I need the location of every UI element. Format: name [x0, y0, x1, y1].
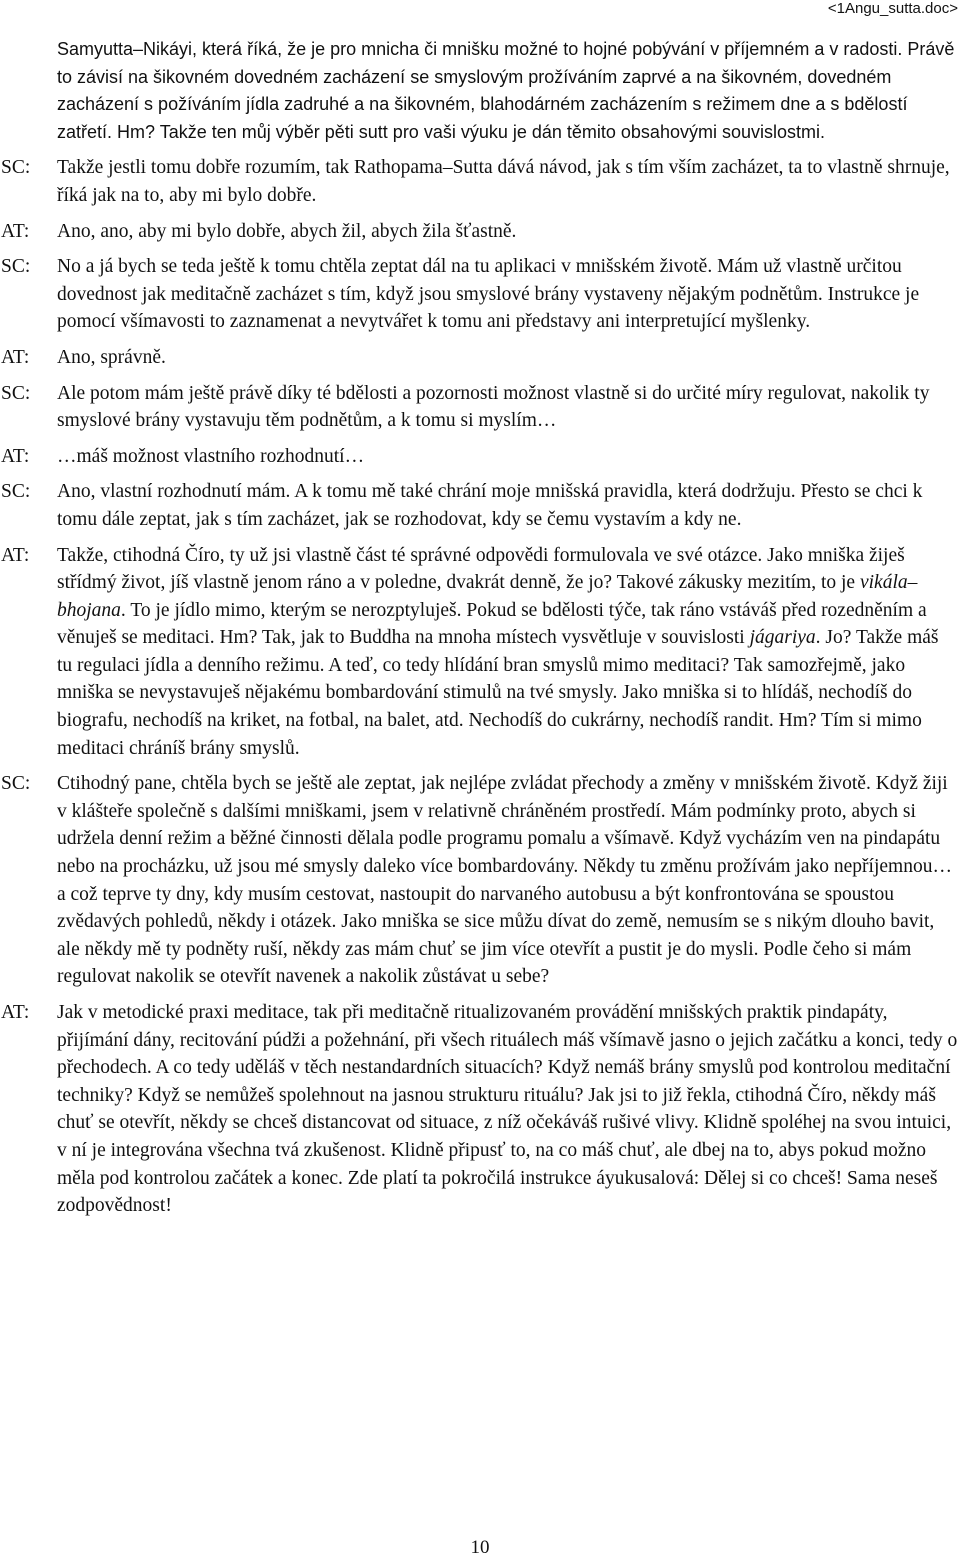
- paragraph-intro: [0, 36, 960, 146]
- dialogue-turn: [0, 154, 960, 209]
- dialogue-text: Ano, správně.: [57, 346, 166, 368]
- speaker-label: AT:: [1, 544, 30, 566]
- dialogue-turn: [0, 443, 960, 471]
- dialogue-text: Takže jestli tomu dobře rozumím, tak Rathopama–Sutta dává návod, jak s tím vším zacházet, ta to vlastně shrnuje, říká jak na to, aby mi bylo dobře.: [57, 157, 950, 206]
- dialogue-text: …máš možnost vlastního rozhodnutí…: [57, 445, 365, 467]
- transcript-body: [0, 36, 960, 1228]
- dialogue-text: [57, 542, 958, 763]
- speaker-label: AT:: [1, 1002, 30, 1023]
- dialogue-text: No a já bych se teda ještě k tomu chtěla zeptat dál na tu aplikaci v mnišském životě. Mám už vlastně určitou dovednost jak meditačně zacházet s tím, když jsou smyslové brány vystaveny nějakým podnětům. Instrukce je pomocí všímavosti to zaznamenat a nevytvářet k tomu ani představy ani interpretující myšlenky.: [57, 256, 920, 333]
- speaker-label: SC:: [1, 382, 31, 404]
- dialogue-turn: [0, 218, 960, 246]
- dialogue-turn: [0, 253, 960, 336]
- speaker-label: SC:: [1, 773, 31, 795]
- dialogue-turn: [0, 542, 960, 763]
- italic-term: vikála–bhojana: [57, 572, 918, 621]
- page-number: 10: [470, 1537, 490, 1558]
- dialogue-turn: [0, 770, 960, 991]
- text-run: Takže, ctihodná Číro, ty už jsi vlastně část té správné odpovědi formulovala ve své otázce. Jako mniška žiješ střídmý život, jíš vlastně jenom ráno a v poledne, dvakrát denně, že jo? Takové zákusky mezitím, to je: [57, 544, 905, 594]
- dialogue-text: Ano, vlastní rozhodnutí mám. A k tomu mě také chrání moje mnišská pravidla, která dodržuju. Přesto se chci k tomu dále zeptat, jak s tím zacházet, jak se rozhodovat, kdy se čemu vystavím a kdy ne.: [57, 481, 923, 530]
- dialogue-turn: [0, 478, 960, 533]
- dialogue-turn: [0, 999, 960, 1220]
- speaker-label: AT:: [1, 346, 30, 368]
- document-filename-header: <1Angu_sutta.doc>: [827, 0, 958, 17]
- text-run: . To je jídlo mimo, kterým se nerozptyluješ. Pokud se bdělosti týče, tak ráno vstáváš před rozedněním a věnuješ se meditaci. Hm? Tak, jak to Buddha na mnoha místech vysvětluje v souvislosti: [57, 599, 927, 649]
- speaker-label: SC:: [1, 157, 31, 179]
- dialogue-turn: [0, 380, 960, 435]
- speaker-label: SC:: [1, 256, 31, 278]
- dialogue-text: Ano, ano, aby mi bylo dobře, abych žil, abych žila šťastně.: [57, 220, 517, 242]
- speaker-label: SC:: [1, 481, 31, 503]
- dialogue-text: Jak v metodické praxi meditace, tak při meditačně ritualizovaném provádění mnišských praktik pindapáty, přijímání dány, recitování púdži a požehnání, při všech rituálech máš všímavě jasno o jejich začátku a konci, tedy o přechodech. A co tedy uděláš v těch nestandardních situacích? Když nemáš brány smyslů pod kontrolou meditační techniky? Když se nemůžeš spolehnout na jasnou strukturu rituálu? Jak jsi to již řekla, ctihodná Číro, někdy máš chuť se otevřít, někdy se chceš distancovat od situace, z níž očekáváš rušivé vlivy. Klidně spoléhej na svou intuici, v ní je integrována všechna tvá zkušenost. Klidně připusť to, na co máš chuť, ale dbej na to, abys pokud možno měla pod kontrolou začátek a konec. Zde platí ta pokročilá instrukce áyukusalová: Dělej si co chceš! Sama neseš zodpovědnost!: [57, 1002, 958, 1217]
- dialogue-text: Ale potom mám ještě právě díky té bdělosti a pozornosti možnost vlastně si do určité míry regulovat, nakolik ty smyslové brány vystavuju těm podnětům, a k tomu si myslím…: [57, 382, 930, 432]
- speaker-label: AT:: [1, 445, 30, 467]
- text-run: . Jo? Takže máš tu regulaci jídla a denního režimu. A teď, co tedy hlídání bran smyslů mimo meditaci? Tak samozřejmě, jako mniška se nevystavuješ nějakému bombardování stimulů na tvé smysly. Jako mniška si to hlídáš, nechodíš do biografu, nechodíš na kriket, na fotbal, na balet, atd. Nechodíš do cukrárny, nechodíš randit. Hm? Tím si mimo meditaci chráníš brány smyslů.: [57, 627, 939, 759]
- dialogue-text: Ctihodný pane, chtěla bych se ještě ale zeptat, jak nejlépe zvládat přechody a změny v mnišském životě. Když žiji v klášteře společně s dalšími mniškami, jsem v relativně chráněném prostředí. Mám podmínky proto, abych si udržela denní režim a běžné činnosti dělala podle programu pomalu a všímavě. Když vycházím ven na pindapátu nebo na procházku, už jsou mé smysly daleko více bombardovány. Někdy tu změnu prožívám jako nepříjemnou… a což teprve ty dny, kdy musím cestovat, nastoupit do narvaného autobusu a být konfrontována se spoustou zvědavých pohledů, někdy i otázek. Jako mniška se sice můžu dívat do země, nemusím se s nikým dlouho bavit, ale někdy mě ty podněty ruší, někdy zas mám chuť se jim více otevřít a pustit je do mysli. Podle čeho si mám regulovat nakolik se otevřít navenek a nakolik zůstávat u sebe?: [57, 773, 952, 988]
- speaker-label: AT:: [1, 220, 30, 242]
- dialogue-turn: [0, 344, 960, 372]
- italic-term: jágariya: [749, 627, 816, 649]
- paragraph-text: Samyutta–Nikáyi, která říká, že je pro mnicha či mnišku možné to hojné pobývání v příjemném a v radosti. Právě to závisí na šikovném dovedném zacházení se smyslovým prožíváním zaprvé a na šikovném, dovedném zacházení s požíváním jídla zadruhé a na šikovném, blahodárném zacházením s režimem dne a s bdělostí zatřetí. Hm? Takže ten můj výběr pěti sutt pro vaši výuku je dán těmito obsahovými souvislostmi.: [57, 39, 955, 142]
